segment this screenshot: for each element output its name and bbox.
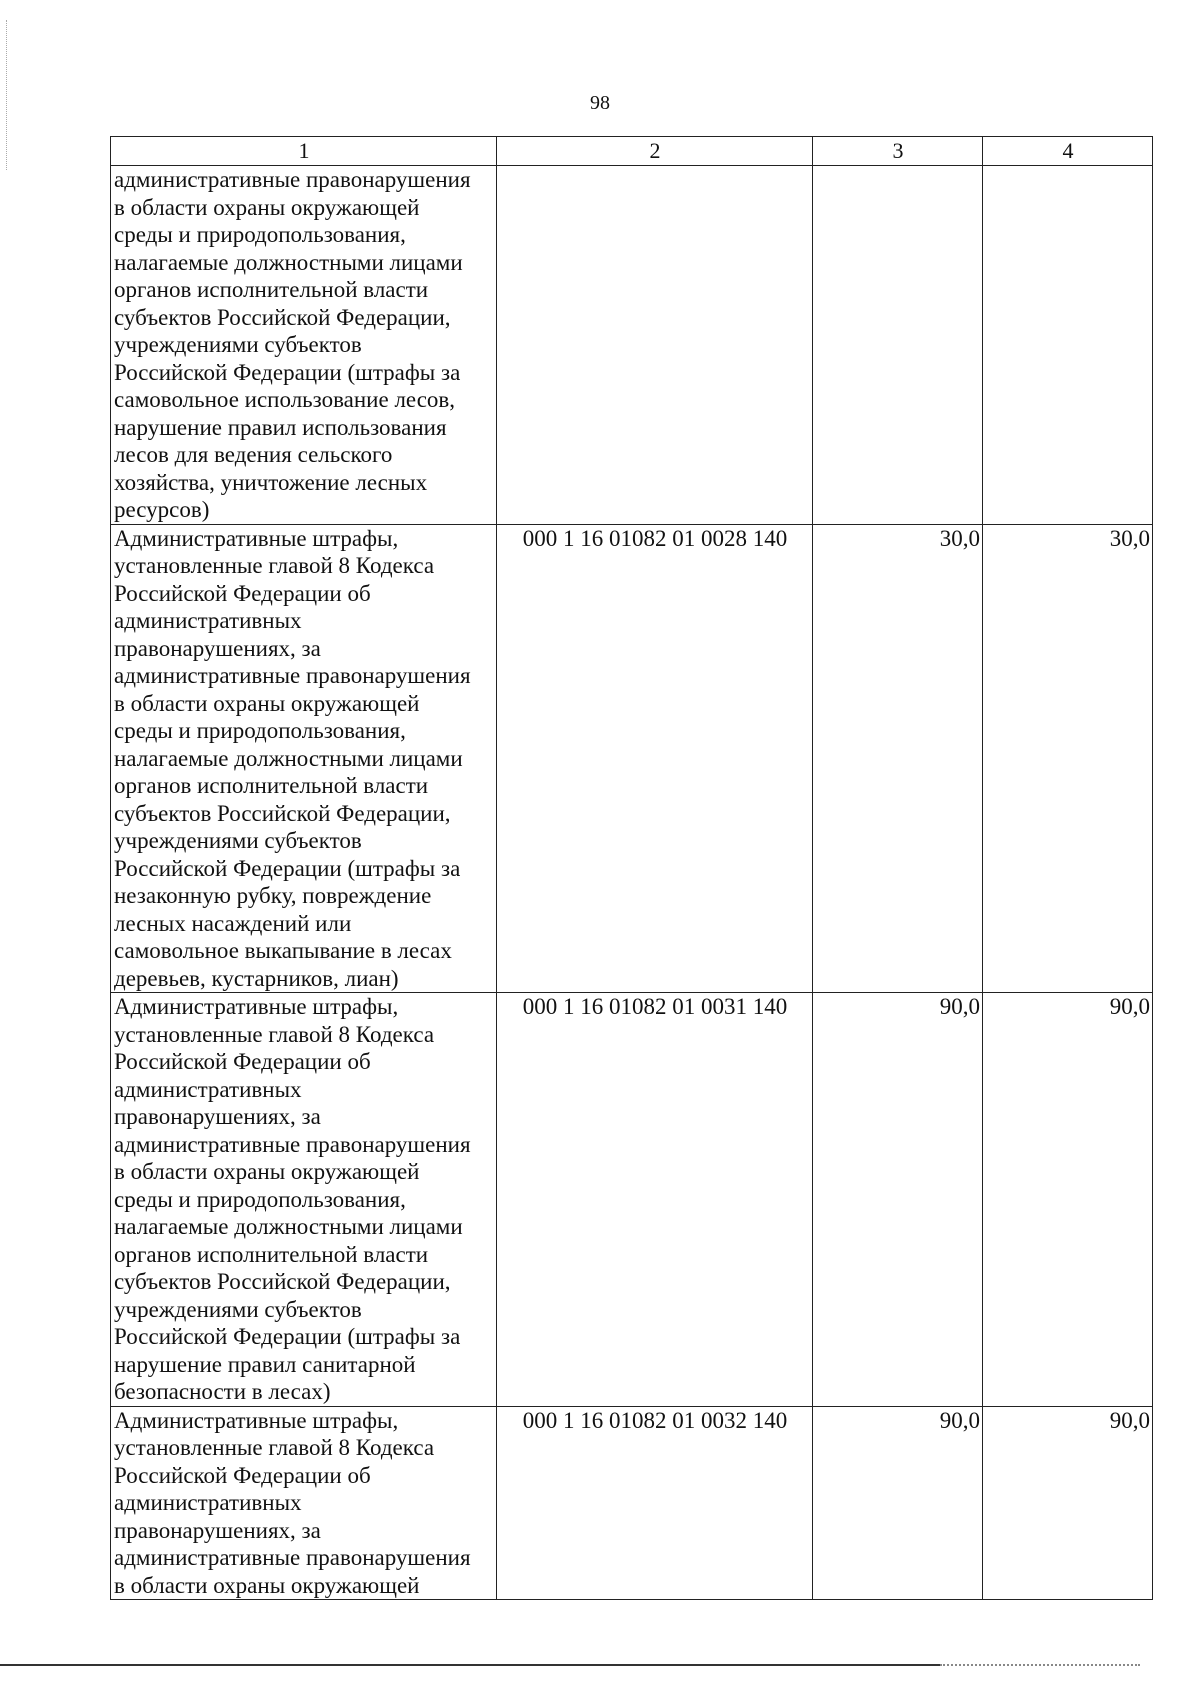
row-code: 000 1 16 01082 01 0032 140 [497, 1406, 813, 1600]
table-header [111, 137, 1153, 166]
header-col-4: 4 [983, 137, 1153, 166]
footer-rule-faint [940, 1664, 1140, 1666]
row-description: Административные штрафы, установленные главой 8 Кодекса Российской Федерации об административных правонарушениях, за административные правонарушения в области охраны окружающей среды и природопользования, налагаемые должностными лицами органов исполнительной власти субъектов Российской Федерации, учреждениями субъектов Российской Федерации (штрафы за нарушение правил санитарной безопасности в лесах) [111, 993, 497, 1407]
row-value-col4: 90,0 [983, 1406, 1153, 1600]
table-row [111, 524, 1153, 993]
row-description: Административные штрафы, установленные главой 8 Кодекса Российской Федерации об административных правонарушениях, за административные правонарушения в области охраны окружающей [111, 1406, 497, 1600]
row-code: 000 1 16 01082 01 0028 140 [497, 524, 813, 993]
header-col-1: 1 [111, 137, 497, 166]
page-number: 98 [590, 92, 610, 114]
row-value-col4: 90,0 [983, 993, 1153, 1407]
row-description: административные правонарушения в области охраны окружающей среды и природопользования, налагаемые должностными лицами органов исполнительной власти субъектов Российской Федерации, учреждениями субъектов Российской Федерации (штрафы за самовольное использование лесов, нарушение правил использования лесов для ведения сельского хозяйства, уничтожение лесных ресурсов) [111, 166, 497, 525]
header-col-2: 2 [497, 137, 813, 166]
row-code [497, 166, 813, 525]
row-value-col4: 30,0 [983, 524, 1153, 993]
row-code: 000 1 16 01082 01 0031 140 [497, 993, 813, 1407]
row-value-col4 [983, 166, 1153, 525]
row-value-col3 [813, 166, 983, 525]
header-row [111, 137, 1153, 166]
table-body [111, 166, 1153, 1600]
row-value-col3: 90,0 [813, 993, 983, 1407]
row-value-col3: 90,0 [813, 1406, 983, 1600]
row-description: Административные штрафы, установленные главой 8 Кодекса Российской Федерации об административных правонарушениях, за административные правонарушения в области охраны окружающей среды и природопользования, налагаемые должностными лицами органов исполнительной власти субъектов Российской Федерации, учреждениями субъектов Российской Федерации (штрафы за незаконную рубку, повреждение лесных насаждений или самовольное выкапывание в лесах деревьев, кустарников, лиан) [111, 524, 497, 993]
table-row [111, 1406, 1153, 1600]
budget-table [110, 136, 1153, 1600]
table-row [111, 166, 1153, 525]
header-col-3: 3 [813, 137, 983, 166]
footer-rule [0, 1664, 940, 1666]
row-value-col3: 30,0 [813, 524, 983, 993]
table-row [111, 993, 1153, 1407]
